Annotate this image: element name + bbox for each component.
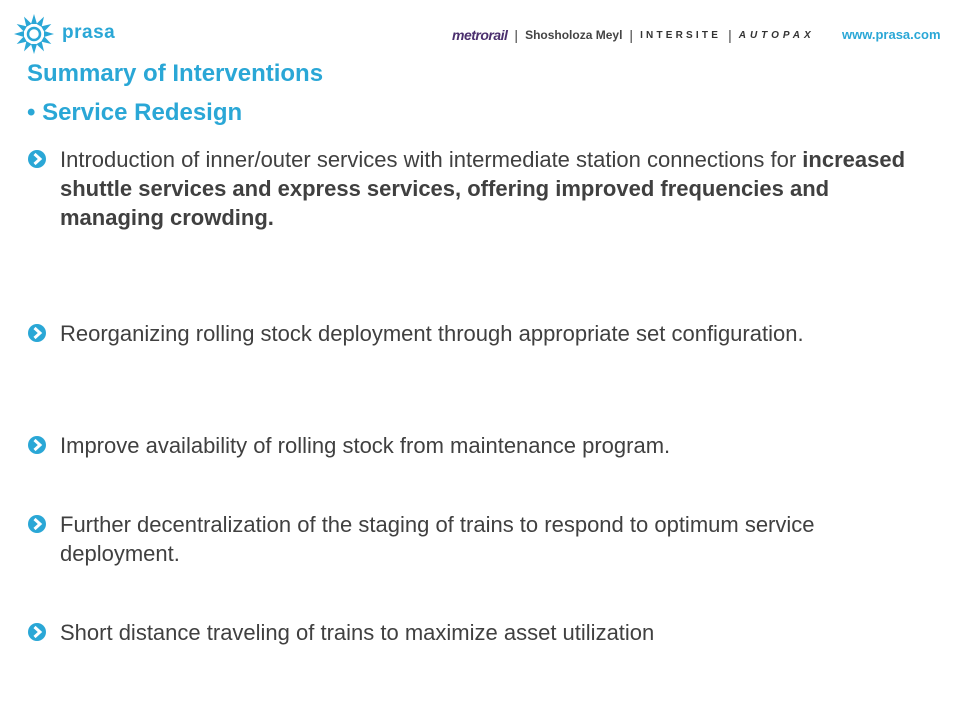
list-item-text: Further decentralization of the staging of trains to respond to optimum service deployment.	[60, 512, 815, 566]
logo-text: prasa	[62, 22, 116, 43]
list-item-text: Improve availability of rolling stock from maintenance program.	[60, 433, 671, 458]
circle-chevron-right-icon	[27, 622, 47, 642]
bullet-list	[27, 145, 907, 647]
circle-chevron-right-icon	[27, 149, 47, 169]
brand-metrorail: metrorail	[452, 27, 508, 43]
website-link[interactable]: www.prasa.com	[842, 27, 941, 42]
brand-separator: |	[629, 27, 634, 43]
brand-separator: |	[514, 27, 519, 43]
brand-strip	[452, 26, 815, 44]
brand-autopax: AUTOPAX	[738, 29, 815, 41]
list-item	[27, 319, 907, 377]
list-item-text-bold: increased shuttle services and express services, offering improved frequencies and managing crowding.	[60, 147, 906, 230]
circle-chevron-right-icon	[27, 435, 47, 455]
header	[0, 0, 960, 62]
list-item-text: Short distance traveling of trains to maximize asset utilization	[60, 620, 655, 645]
page-title: Summary of Interventions	[27, 60, 324, 87]
brand-separator: |	[728, 27, 732, 43]
circle-chevron-right-icon	[27, 514, 47, 534]
list-item-text: Introduction of inner/outer services with intermediate station connections for	[60, 147, 803, 172]
list-item	[27, 145, 907, 261]
brand-shosholoza: Shosholoza Meyl	[525, 28, 623, 42]
section-subtitle: • Service Redesign	[27, 99, 243, 126]
prasa-logo-icon	[12, 12, 56, 56]
list-item	[27, 510, 907, 568]
circle-chevron-right-icon	[27, 323, 47, 343]
list-item-text: Reorganizing rolling stock deployment through appropriate set configuration.	[60, 321, 804, 346]
list-item	[27, 618, 907, 647]
list-item	[27, 431, 907, 460]
brand-intersite: INTERSITE	[640, 29, 722, 41]
